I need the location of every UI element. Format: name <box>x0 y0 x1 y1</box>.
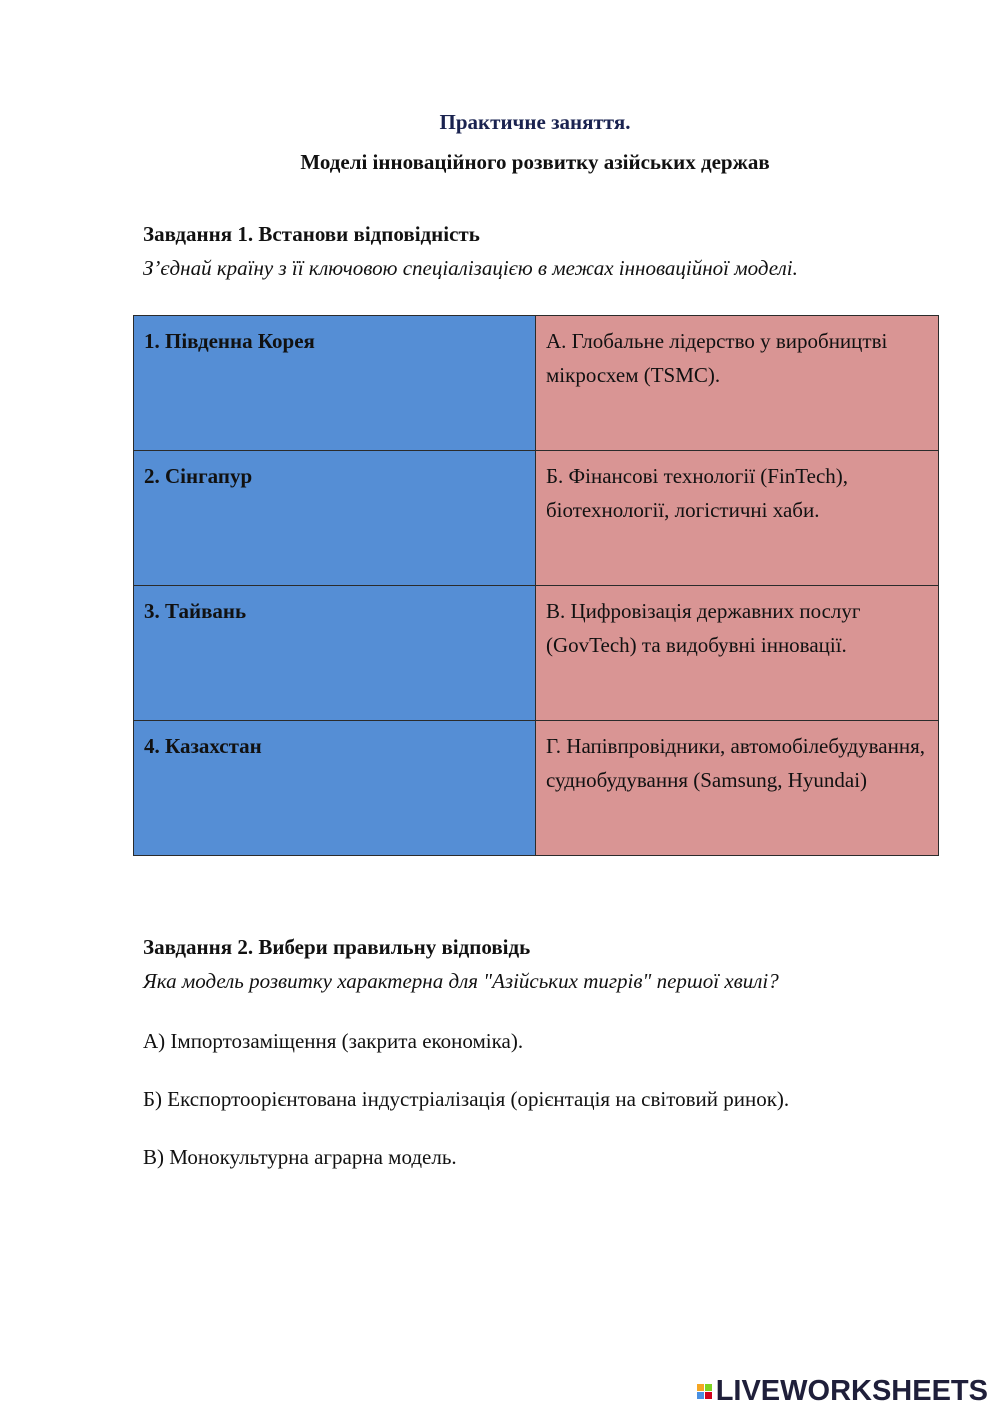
country-cell[interactable]: 3. Тайвань <box>134 586 536 721</box>
table-row <box>134 451 939 586</box>
answer-option-b[interactable]: Б) Експортоорієнтована індустріалізація (орієнтація на світовий ринок). <box>143 1087 790 1111</box>
country-cell[interactable]: 2. Сінгапур <box>134 451 536 586</box>
country-cell[interactable]: 1. Південна Корея <box>134 316 536 451</box>
liveworksheets-logo[interactable] <box>697 1375 988 1408</box>
task1-heading: Завдання 1. Встанови відповідність <box>143 222 480 246</box>
table-row <box>134 586 939 721</box>
specialization-cell[interactable]: Г. Напівпровідники, автомобілебудування, суднобудування (Samsung, Hyundai) <box>536 721 939 856</box>
page-subtitle: Моделі інноваційного розвитку азійських держав <box>300 150 770 174</box>
task2-heading: Завдання 2. Вибери правильну відповідь <box>143 935 531 959</box>
table-row <box>134 721 939 856</box>
answer-option-c[interactable]: В) Монокультурна аграрна модель. <box>143 1145 457 1169</box>
task1-instruction: З’єднай країну з її ключовою спеціалізацією в межах інноваційної моделі. <box>143 256 798 280</box>
specialization-cell[interactable]: В. Цифровізація державних послуг (GovTech) та видобувні інновації. <box>536 586 939 721</box>
logo-text: LIVEWORKSHEETS <box>715 1375 988 1407</box>
answer-option-a[interactable]: А) Імпортозаміщення (закрита економіка). <box>143 1029 524 1053</box>
matching-table <box>133 315 939 856</box>
page-title: Практичне заняття. <box>439 110 631 134</box>
specialization-cell[interactable]: А. Глобальне лідерство у виробництві мікросхем (TSMC). <box>536 316 939 451</box>
liveworksheets-logo-icon <box>697 1384 712 1399</box>
specialization-cell[interactable]: Б. Фінансові технології (FinTech), біотехнології, логістичні хаби. <box>536 451 939 586</box>
task2-question: Яка модель розвитку характерна для "Азійських тигрів" першої хвилі? <box>143 969 779 993</box>
table-row <box>134 316 939 451</box>
country-cell[interactable]: 4. Казахстан <box>134 721 536 856</box>
